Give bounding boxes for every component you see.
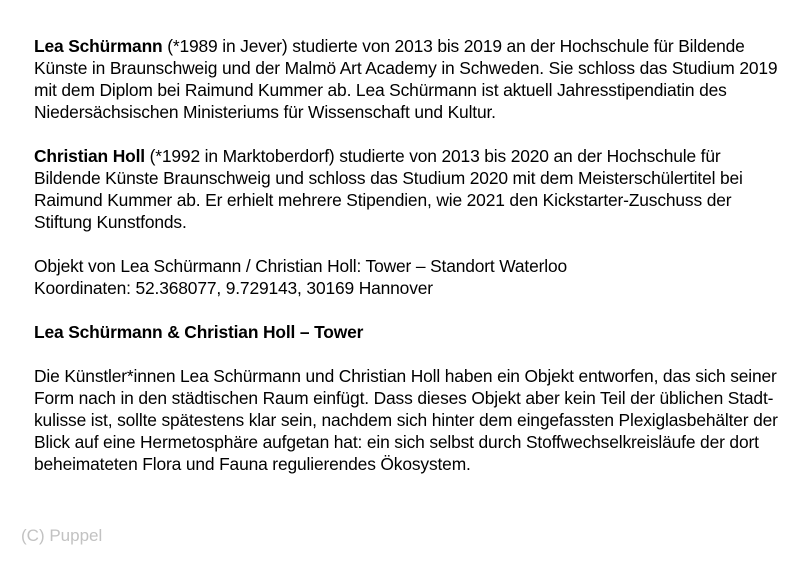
- object-info: [34, 255, 779, 299]
- object-title-line: Objekt von Lea Schürmann / Christian Holl: Tower – Standort Waterloo: [34, 256, 568, 276]
- bio-lea-schuermann: [34, 35, 779, 123]
- artist-name: Christian Holl: [34, 146, 145, 166]
- bio-text: (*1992 in Marktoberdorf) studierte von 2013 bis 2020 an der Hochschule für Bildende Künste Braunschweig und schloss das Studium 2020 mit dem Meisterschülertitel bei Raimund Kummer ab. Er erhielt mehrere Stipendien, wie 2021 den Kickstarter-Zuschuss der Stiftung Kunstfonds.: [34, 146, 743, 232]
- coordinates-line: Koordinaten: 52.368077, 9.729143, 30169 Hannover: [34, 278, 433, 298]
- heading-text: Lea Schürmann & Christian Holl – Tower: [34, 322, 364, 342]
- section-heading: [34, 321, 779, 343]
- bio-christian-holl: [34, 145, 779, 233]
- artist-name: Lea Schürmann: [34, 36, 163, 56]
- description-paragraph: Die Künstler*innen Lea Schürmann und Christian Holl haben ein Objekt entworfen, das sich seiner Form nach in den städtischen Raum einfügt. Dass dieses Objekt aber kein Teil der üblichen Stadt- kulisse ist, sollte spätestens klar sein, nachdem sich hinter dem eingefassten Plexiglasbehälter der Blick auf eine Hermetosphäre aufgetan hat: ein sich selbst durch Stoffwechselkreisläufe der dort beheimateten Flora und Fauna regulierendes Ökosystem.: [34, 366, 778, 474]
- bio-text: (*1989 in Jever) studierte von 2013 bis 2019 an der Hochschule für Bildende Künste in Braunschweig und der Malmö Art Academy in Schweden. Sie schloss das Studium 2019 mit dem Diplom bei Raimund Kummer ab. Lea Schürmann ist aktuell Jahresstipendiatin des Niedersächsischen Ministeriums für Wissenschaft und Kultur.: [34, 36, 778, 122]
- copyright-watermark: (C) Puppel: [21, 526, 103, 545]
- document-body: [34, 35, 779, 497]
